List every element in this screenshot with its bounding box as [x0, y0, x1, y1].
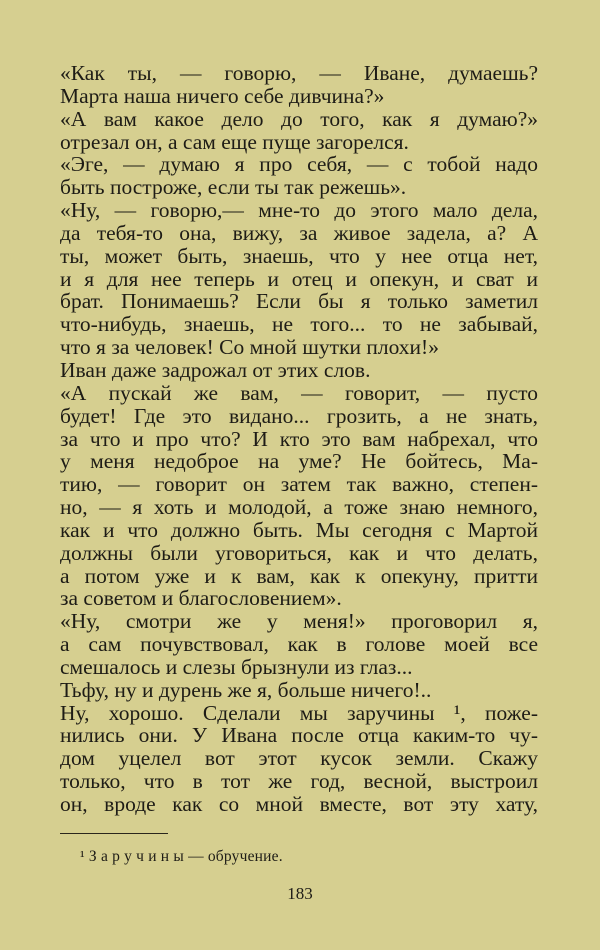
text-line: но, — я хоть и молодой, а тоже знаю немного, [60, 495, 538, 520]
text-line: «Ну, — говорю,— мне-то до этого мало дела, [60, 198, 538, 223]
page-number: 183 [287, 884, 313, 903]
text-line: «Эге, — думаю я про себя, — с тобой надо [60, 152, 538, 177]
text-line: должны были уговориться, как и что делать, [60, 540, 538, 565]
text-line: а сам почувствовал, как в голове моей все [60, 632, 538, 657]
text-line: за что и про что? И кто это вам набрехал, что [60, 426, 538, 451]
footnote: ¹ З а р у ч и н ы — обручение. [80, 848, 283, 865]
text-line: «А вам какое дело до того, как я думаю?» [60, 106, 538, 131]
text-line: и я для нее теперь и отец и опекун, и сват и [60, 266, 538, 291]
text-line: ты, может быть, знаешь, что у нее отца нет, [60, 243, 538, 268]
text-line: что-нибудь, знаешь, не того... то не забывай, [60, 312, 538, 337]
text-line: «Как ты, — говорю, — Иване, думаешь? [60, 61, 538, 85]
text-line: да тебя-то она, вижу, за живое задела, а? А [60, 220, 538, 245]
text-line: смешалось и слезы брызнули из глаз... [60, 654, 413, 679]
text-line: брат. Понимаешь? Если бы я только заметил [60, 289, 538, 314]
text-line: Иван даже задрожал от этих слов. [60, 357, 371, 382]
text-line: Ну, хорошо. Сделали мы заручины ¹, поже- [60, 700, 538, 725]
text-line: отрезал он, а сам еще пуще загорелся. [60, 129, 409, 154]
footnote-divider [60, 833, 168, 834]
body-text [60, 62, 538, 816]
text-line: у меня недоброе на уме? Не бойтесь, Ма- [60, 449, 538, 474]
text-line: быть построже, если ты так режешь». [60, 175, 407, 200]
text-line: он, вроде как со мной вместе, вот эту хату, [60, 792, 538, 816]
text-line: тию, — говорит он затем так важно, степен- [60, 472, 538, 497]
text-line: «Ну, смотри же у меня!» проговорил я, [60, 609, 538, 634]
text-line: как и что должно быть. Мы сегодня с Мартой [60, 517, 538, 542]
text-line: дом уцелел вот этот кусок земли. Скажу [60, 746, 538, 771]
text-line: будет! Где это видано... грозить, а не знать, [60, 403, 538, 428]
text-line: только, что в тот же год, весной, выстроил [60, 769, 538, 794]
text-line: нились они. У Ивана после отца каким-то чу- [60, 723, 538, 748]
text-line: а потом уже и к вам, как к опекуну, притти [60, 563, 538, 588]
text-line: что я за человек! Со мной шутки плохи!» [60, 335, 439, 360]
text-line: за советом и благословением». [60, 586, 342, 611]
text-line: Марта наша ничего себе дивчина?» [60, 83, 385, 108]
text-line: «А пускай же вам, — говорит, — пусто [60, 380, 538, 405]
text-line: Тьфу, ну и дурень же я, больше ничего!.. [60, 677, 432, 702]
